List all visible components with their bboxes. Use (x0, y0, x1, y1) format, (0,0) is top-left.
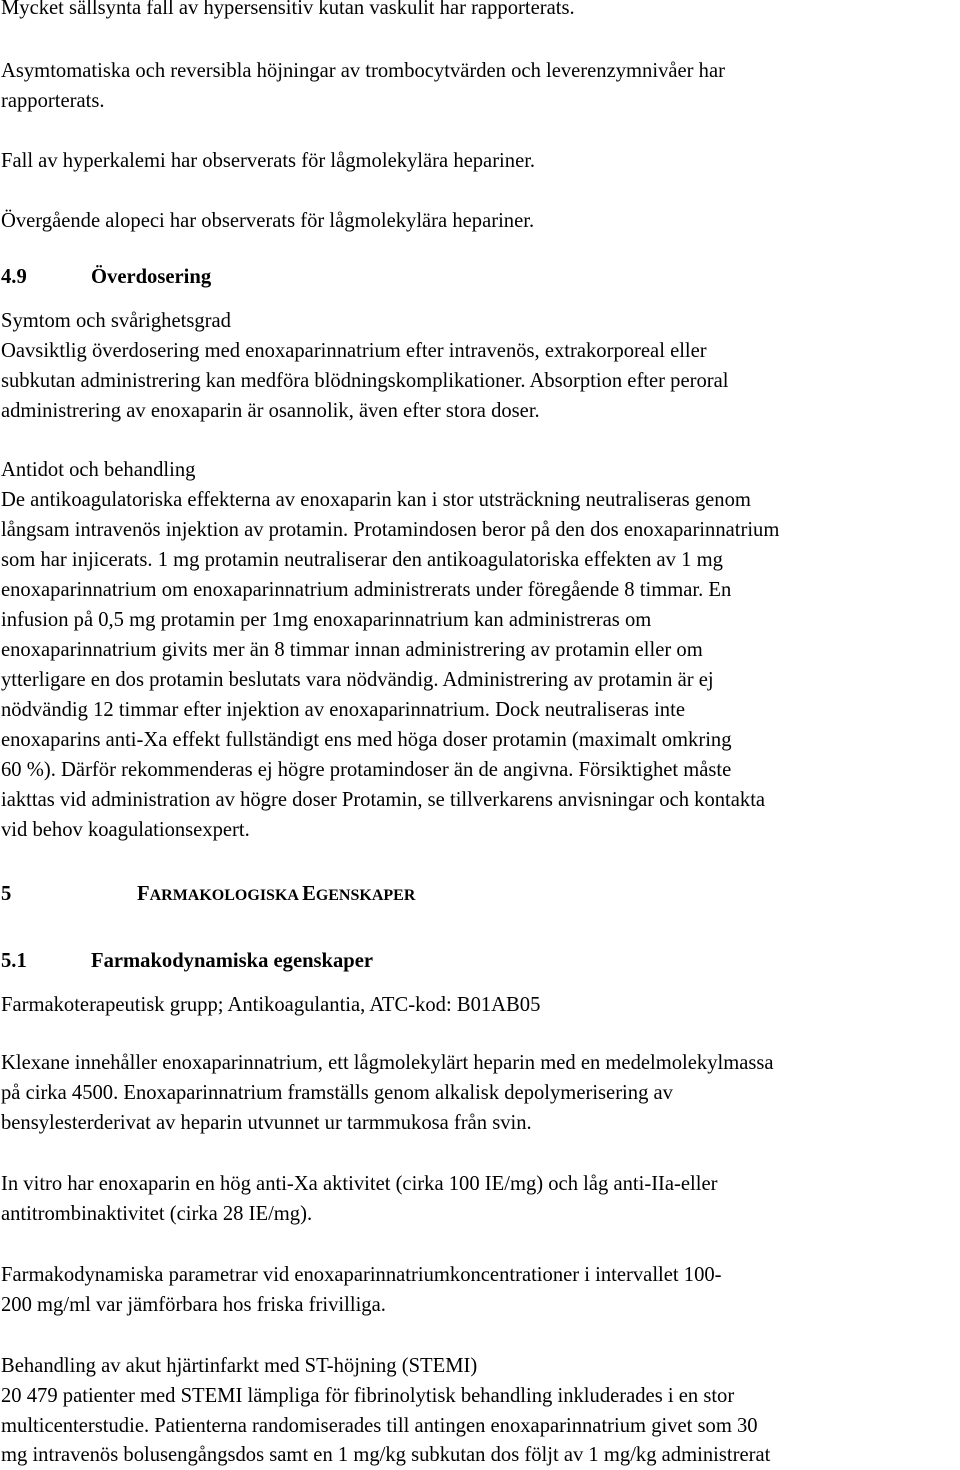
symtom-line-2: subkutan administrering kan medföra blödningskomplikationer. Absorption efter peroral (1, 370, 729, 392)
antidot-line-9: enoxaparins anti-Xa effekt fullständigt ens med höga doser protamin (maximalt omkring (1, 729, 732, 751)
invitro-line-1: In vitro har enoxaparin en hög anti-Xa aktivitet (cirka 100 IE/mg) och låg anti-IIa-eller (1, 1173, 718, 1195)
stemi-heading: Behandling av akut hjärtinfarkt med ST-höjning (STEMI) (1, 1355, 478, 1377)
side-effects-p2-line1: Asymtomatiska och reversibla höjningar av trombocytvärden och leverenzymnivåer har (1, 60, 725, 82)
section-5-title-cap2: E (302, 883, 316, 905)
antidot-line-7: ytterligare en dos protamin beslutats vara nödvändig. Administrering av protamin är ej (1, 669, 714, 691)
atc-line: Farmakoterapeutisk grupp; Antikoagulantia, ATC-kod: B01AB05 (1, 994, 541, 1016)
side-effects-p1: Mycket sällsynta fall av hypersensitiv kutan vaskulit har rapporterats. (1, 0, 575, 19)
antidot-line-6: enoxaparinnatrium givits mer än 8 timmar innan administrering av protamin eller om (1, 639, 703, 661)
side-effects-p4: Övergående alopeci har observerats för lågmolekylära hepariner. (1, 210, 535, 232)
section-5-title-cap1: F (137, 883, 150, 905)
symtom-line-3: administrering av enoxaparin är osannolik, även efter stora doser. (1, 400, 540, 422)
antidot-line-11: iakttas vid administration av högre doser Protamin, se tillverkarens anvisningar och kontakta (1, 789, 766, 811)
stemi-line-3: mg intravenös bolusengångsdos samt en 1 mg/kg subkutan dos följt av 1 mg/kg administrerat (1, 1444, 771, 1466)
section-5-1-heading (1, 946, 373, 976)
stemi-line-1: 20 479 patienter med STEMI lämpliga för fibrinolytisk behandling inkluderades i en stor (1, 1385, 735, 1407)
section-5-title-rest1: ARMAKOLOGISKA (149, 887, 303, 904)
antidot-line-3: som har injicerats. 1 mg protamin neutraliserar den antikoagulatoriska effekten av 1 mg (1, 549, 723, 571)
klexane-line-3: bensylesterderivat av heparin utvunnet ur tarmmukosa från svin. (1, 1112, 532, 1134)
params-line-2: 200 mg/ml var jämförbara hos friska frivilliga. (1, 1294, 386, 1316)
side-effects-p3: Fall av hyperkalemi har observerats för lågmolekylära hepariner. (1, 150, 536, 172)
antidot-line-2: långsam intravenös injektion av protamin. Protamindosen beror på den dos enoxaparinnatrium (1, 519, 780, 541)
section-5-1-number: 5.1 (1, 950, 27, 972)
section-4-9-heading (1, 262, 211, 292)
section-4-9-number: 4.9 (1, 266, 27, 288)
antidot-line-12: vid behov koagulationsexpert. (1, 819, 250, 841)
antidot-line-10: 60 %). Därför rekommenderas ej högre protamindoser än de angivna. Försiktighet måste (1, 759, 732, 781)
klexane-line-1: Klexane innehåller enoxaparinnatrium, ett lågmolekylärt heparin med en medelmolekylmassa (1, 1052, 774, 1074)
section-5-1-title: Farmakodynamiska egenskaper (91, 950, 374, 972)
klexane-line-2: på cirka 4500. Enoxaparinnatrium framställs genom alkalisk depolymerisering av (1, 1082, 673, 1104)
antidot-line-5: infusion på 0,5 mg protamin per 1mg enoxaparinnatrium kan administreras om (1, 609, 652, 631)
params-line-1: Farmakodynamiska parametrar vid enoxaparinnatriumkoncentrationer i intervallet 100- (1, 1264, 722, 1286)
subheading-symtom: Symtom och svårighetsgrad (1, 310, 231, 332)
section-5-number: 5 (1, 883, 12, 905)
stemi-line-2: multicenterstudie. Patienterna randomiserades till antingen enoxaparinnatrium givet som 30 (1, 1415, 758, 1437)
side-effects-p2-line2: rapporterats. (1, 90, 105, 112)
symtom-line-1: Oavsiktlig överdosering med enoxaparinnatrium efter intravenös, extrakorporeal eller (1, 340, 707, 362)
antidot-line-1: De antikoagulatoriska effekterna av enoxaparin kan i stor utsträckning neutraliseras genom (1, 489, 751, 511)
antidot-line-8: nödvändig 12 timmar efter injektion av enoxaparinnatrium. Dock neutraliseras inte (1, 699, 685, 721)
section-4-9-title: Överdosering (91, 266, 212, 288)
invitro-line-2: antitrombinaktivitet (cirka 28 IE/mg). (1, 1203, 313, 1225)
section-5-heading (1, 879, 415, 911)
section-5-title-rest2: GENSKAPER (315, 887, 416, 904)
antidot-line-4: enoxaparinnatrium om enoxaparinnatrium administrerats under föregående 8 timmar. En (1, 579, 732, 601)
subheading-antidot: Antidot och behandling (1, 459, 196, 481)
